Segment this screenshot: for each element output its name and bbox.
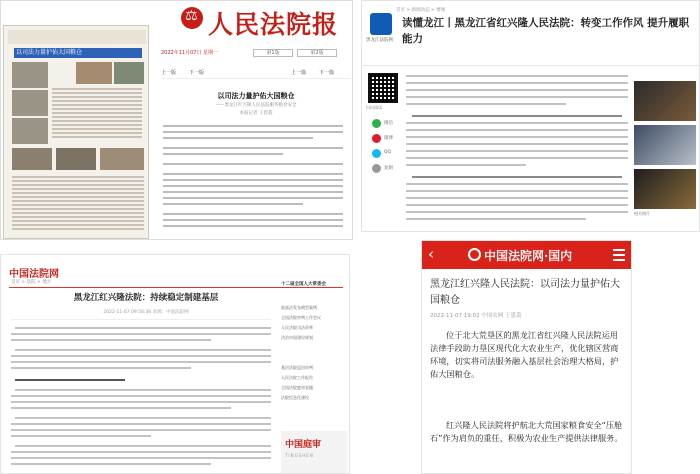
date-bar	[161, 49, 351, 59]
weibo-icon[interactable]	[372, 134, 381, 143]
menu-icon[interactable]	[613, 249, 625, 261]
article-author: 本报记者 王恩荔	[239, 111, 273, 116]
qq-icon[interactable]	[372, 149, 381, 158]
article-title: 读懂龙江丨黑龙江省红兴隆人民法院：转变工作作风 提升履职能力	[402, 17, 690, 45]
ad-subtitle: TINGSHEN	[285, 453, 314, 458]
back-icon[interactable]: ‹	[428, 245, 434, 263]
web-article-screenshot	[0, 254, 350, 474]
next-page-link[interactable]: 下一版	[189, 70, 205, 76]
share-label: 微博	[384, 136, 393, 141]
breadcrumb[interactable]: 首页 > 新闻动态 > 要闻	[396, 8, 446, 13]
photo	[12, 90, 48, 116]
sidebar	[281, 275, 347, 473]
logo-caption: 黑龙江法院网	[366, 38, 393, 43]
qr-caption: 扫码阅读	[366, 105, 382, 110]
prev-article-link[interactable]: 上一篇	[291, 70, 307, 76]
ad-banner[interactable]	[281, 431, 347, 473]
sidebar-link[interactable]: 最高法发布典型案例	[281, 305, 317, 310]
related-image[interactable]	[634, 125, 696, 165]
wechat-icon[interactable]	[372, 119, 381, 128]
article-column	[153, 41, 353, 240]
page-select-2[interactable]: 第2版	[297, 49, 337, 57]
share-label: QQ	[384, 150, 392, 155]
newspaper-page-thumbnail[interactable]	[3, 25, 149, 239]
related-image[interactable]	[634, 81, 696, 121]
related-image[interactable]	[634, 169, 696, 209]
mobile-article-screenshot	[361, 0, 700, 232]
masthead-title: 人民法院报	[208, 10, 339, 39]
photo	[76, 62, 112, 84]
sidebar-link[interactable]: 法院信息化建设	[281, 395, 309, 400]
next-article-link[interactable]: 下一篇	[319, 70, 335, 76]
photo	[12, 148, 52, 170]
article-paragraph: 位于北大荒垦区的黑龙江省红兴隆人民法院运用法律手段助力垦区现代化大农业生产，优化辖区营商环境，切实将司法服务融入基层社会治理大格局，护佑大国粮仓。	[430, 330, 619, 379]
article-title: 黑龙江红兴隆人民法院：以司法力量护佑大国粮仓	[430, 279, 620, 306]
sidebar-link[interactable]: 人民法院工作报告	[281, 375, 313, 380]
sidebar-link[interactable]: 基层法院巡回审判	[281, 365, 313, 370]
sidebar-link[interactable]: 全国法院审判工作会议	[281, 315, 321, 320]
date-line: 2022年11月07日 星期一	[161, 50, 219, 56]
ad-title: 中国庭审	[285, 440, 322, 450]
article-paragraph: 红兴隆人民法院将护航北大荒国家粮食安全“压舱石”作为肩负的重任，积极为农业生产提供法律服务。	[430, 420, 623, 443]
copy-link-icon[interactable]	[372, 164, 381, 173]
photo	[114, 62, 144, 84]
photo	[12, 62, 48, 88]
photo	[56, 148, 96, 170]
article-title: 黑龙江红兴隆法院：持续稳定制建基层	[73, 293, 219, 303]
brand-emblem-icon	[468, 248, 481, 261]
photo	[100, 148, 144, 170]
article-title: 以司法力量护佑大国粮仓	[217, 92, 295, 100]
page-nav	[161, 69, 351, 79]
site-logo-icon[interactable]	[370, 13, 392, 35]
sidebar-heading: 十二届全国人大常委会	[281, 282, 326, 287]
qr-code-icon	[368, 73, 398, 103]
sidebar-link[interactable]: 人民法院司法改革	[281, 325, 313, 330]
thumb-caption: 相关图片	[634, 211, 650, 216]
mobile-news-screenshot	[421, 240, 632, 474]
article-meta: 2022-11-07 19:02 中国农网 王恩荔	[430, 313, 522, 319]
article-subtitle: ——黑龙江红兴隆人民法院服务粮食安全	[215, 103, 297, 108]
page-headline: 以司法力量护佑大国粮仓	[14, 48, 142, 58]
photo	[12, 118, 48, 144]
page-header	[8, 30, 146, 44]
share-label: 复制	[384, 166, 393, 171]
top-bar	[422, 241, 632, 269]
share-label: 微信	[384, 121, 393, 126]
site-logo[interactable]: 中国法院网	[9, 269, 59, 280]
brand-title: 中国法院网·国内	[484, 249, 573, 263]
sidebar-link[interactable]: 全国法院庭审直播	[281, 385, 313, 390]
article-meta: 2022-11-07 09:56:38 来源：中国法院网	[103, 310, 189, 315]
sidebar-link[interactable]: 法治中国建设规划	[281, 335, 313, 340]
breadcrumb[interactable]: 首页 > 法院 > 地方	[11, 280, 52, 285]
divider	[11, 319, 271, 320]
prev-page-link[interactable]: 上一版	[161, 70, 177, 76]
divider	[362, 65, 700, 66]
court-emblem-icon	[181, 7, 203, 29]
page-select[interactable]: 第1版	[253, 49, 293, 57]
epaper-screenshot	[0, 0, 353, 240]
